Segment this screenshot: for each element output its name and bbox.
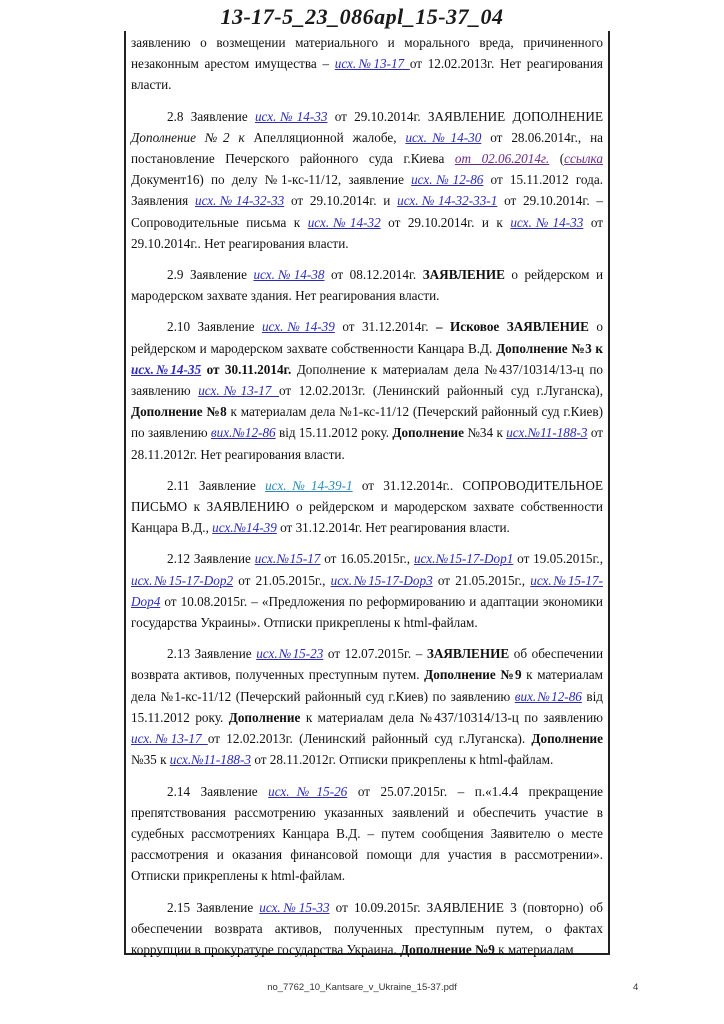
text-run: от 28.11.2012г. Отписки прикреплены к html-файлам.	[251, 752, 554, 768]
text-run: от 10.08.2015г. – «Предложения по реформированию и адаптации экономики государства Украины». Отписки прикреплены к html-файлам.	[131, 593, 603, 631]
document-body	[131, 31, 603, 970]
bold-run: Дополнение	[228, 709, 301, 725]
bold-run: Дополнение №9	[400, 941, 495, 957]
text-run: о рейдерском и мародерском захвате собственности Канцара В.Д.	[131, 319, 604, 356]
doc-link-reference[interactable]: ссылка	[564, 151, 603, 167]
doc-link-13-17-c[interactable]: исх.№13-17	[131, 731, 208, 747]
doc-link-14-30[interactable]: исх.№14-30	[405, 129, 482, 145]
doc-link-14-39-b[interactable]: исх.№14-39	[212, 520, 277, 536]
text-run: №35 к	[131, 752, 170, 768]
paragraph-continuation	[131, 32, 603, 96]
paragraph-2-8	[131, 106, 603, 254]
text-run: от 29.10.2014г. и к	[380, 214, 511, 230]
paragraph-2-15	[131, 897, 603, 961]
text-run: об обеспечении возврата активов, полученных преступным путем.	[131, 646, 603, 683]
text-run: о рейдерском и мародерском захвате здания. Нет реагирования власти.	[131, 267, 603, 304]
text-run: к материалам дела №1-кс-11/12 (Печерский районный суд г.Киев) по заявлению	[131, 404, 603, 441]
bold-run: ЗАЯВЛЕНИЕ	[426, 646, 510, 662]
text-run: Апелляционной жалобе,	[244, 129, 406, 145]
text-run: от 12.02.2013г. (Ленинский районный суд г.Луганска),	[279, 383, 603, 399]
text-run: от 16.05.2015г.,	[320, 551, 414, 567]
text-run: от 29.10.2014г. и	[284, 193, 398, 209]
text-run: 2.15 Заявление	[167, 899, 260, 915]
text-run: от 29.10.2014г. ЗАЯВЛЕНИЕ ДОПОЛНЕНИЕ	[327, 108, 603, 124]
bold-run: Дополнение	[392, 425, 464, 441]
footer-page-number: 4	[633, 982, 639, 993]
text-run: від 15.11.2012 року.	[131, 688, 604, 725]
text-run: от 31.12.2014г.. СОПРОВОДИТЕЛЬНОЕ ПИСЬМО к ЗАЯВЛЕНИЮ о рейдерском и мародерском захвате собственности Канцара В.Д.,	[131, 477, 604, 536]
doc-link-11-188-3-b[interactable]: исх.№11-188-3	[169, 752, 252, 768]
paragraph-2-13	[131, 643, 603, 770]
text-run: №34 к	[463, 425, 507, 441]
doc-link-date-02-06-2014[interactable]: от 02.06.2014г.	[454, 151, 550, 167]
text-run: (	[549, 151, 565, 167]
bold-run: Дополнение №8	[131, 404, 227, 420]
document-header-title: 13-17-5_23_086apl_15-37_04	[220, 4, 504, 29]
text-run: от 12.02.2013г. Нет реагирования власти.	[131, 56, 603, 93]
footer-filename: no_7762_10_Kantsare_v_Ukraine_15-37.pdf	[267, 982, 457, 993]
italic-run: Дополнение №2 к	[131, 129, 245, 145]
text-run: к материалам дела №437/10314/13-ц по заявлению	[300, 709, 603, 725]
bold-run: – Исковое ЗАЯВЛЕНИЕ	[435, 319, 589, 335]
text-run: от 19.05.2015г.,	[513, 551, 604, 567]
doc-link-vih-12-86-b[interactable]: вих.№12-86	[514, 688, 582, 704]
paragraph-2-9	[131, 264, 603, 306]
doc-link-14-32-33[interactable]: исх.№14-32-33	[194, 193, 285, 209]
doc-link-14-35[interactable]: исх.№14-35	[131, 361, 202, 377]
doc-link-14-33[interactable]: исх.№14-33	[254, 108, 328, 124]
text-run: к материалам	[494, 941, 574, 957]
bold-run: от 30.11.2014г.	[201, 361, 292, 377]
doc-link-14-32-33-1[interactable]: исх.№14-32-33-1	[397, 193, 498, 209]
doc-link-13-17-b[interactable]: исх.№13-17	[198, 383, 279, 399]
doc-link-12-86[interactable]: исх.№12-86	[411, 172, 484, 188]
text-run: Дополнение к материалам дела №437/10314/13-ц по заявлению	[131, 361, 603, 399]
doc-link-14-33-b[interactable]: исх.№14-33	[510, 214, 584, 230]
text-run: 2.11 Заявление	[167, 477, 266, 493]
text-run: 2.14 Заявление	[167, 783, 269, 799]
text-run: от 21.05.2015г.,	[432, 572, 531, 588]
doc-link-15-17-dop2[interactable]: исх.№15-17-Dop2	[131, 572, 234, 588]
paragraph-2-10	[131, 316, 603, 464]
doc-link-15-17-dop4[interactable]: исх.№15-17-Dop4	[131, 572, 603, 609]
doc-link-14-32[interactable]: исх.№14-32	[307, 214, 381, 230]
doc-link-15-17-dop3[interactable]: исх.№15-17-Dop3	[330, 572, 433, 588]
paragraph-2-12	[131, 548, 603, 633]
text-run: от 25.07.2015г. – п.«1.4.4 прекращение препятствования рассмотрению указанных заявлений и обеспечить участие в судебных рассмотрениях Канцара В.Д. – путем сообщения Заявителю о месте рассмотрения и оказания финансовой помощи для участия в рассмотрении». Отписки прикреплены к html-файлам.	[131, 783, 604, 884]
doc-link-15-17-dop1[interactable]: исх.№15-17-Dop1	[413, 551, 514, 567]
doc-link-15-23[interactable]: исх.№15-23	[256, 646, 324, 662]
doc-link-14-38[interactable]: исх.№14-38	[253, 267, 325, 283]
text-run: к материалам дела №1-кс-11/12 (Печерский районный суд г.Киев) по заявлению	[131, 667, 603, 704]
text-run: от 21.05.2015г.,	[233, 572, 331, 588]
text-run: 2.8 Заявление	[167, 108, 255, 124]
text-run: от 28.11.2012г. Нет реагирования власти.	[131, 425, 603, 462]
doc-link-15-26[interactable]: исх.№15-26	[268, 783, 348, 799]
text-run: от 10.09.2015г. ЗАЯВЛЕНИЕ 3 (повторно) об обеспечении возврата активов, полученных преступным путем, о фактах коррупции в прокуратуре государства Украина.	[131, 899, 603, 957]
text-run: от 08.12.2014г.	[324, 267, 423, 283]
text-run: 2.12 Заявление	[167, 551, 255, 567]
text-run: від 15.11.2012 року.	[275, 425, 393, 441]
text-run: от 31.12.2014г. Нет реагирования власти.	[276, 520, 510, 536]
doc-link-vih-12-86[interactable]: вих.№12-86	[210, 425, 276, 441]
doc-link-14-39[interactable]: исх.№14-39	[261, 319, 335, 335]
text-run: от 15.11.2012 года. Заявления	[131, 172, 603, 209]
doc-link-15-17[interactable]: исх.№15-17	[254, 551, 321, 567]
bold-run: Дополнение №9	[424, 667, 522, 683]
text-run: от 12.02.2013г. (Ленинский районный суд г.Луганска).	[207, 731, 532, 747]
text-run: 2.10 Заявление	[167, 319, 262, 335]
paragraph-2-14	[131, 781, 603, 887]
bold-run: ЗАЯВЛЕНИЕ	[422, 267, 505, 283]
bold-run: Дополнение №3 к	[496, 340, 604, 356]
paragraph-2-11	[131, 475, 603, 539]
doc-link-11-188-3[interactable]: исх.№11-188-3	[506, 425, 588, 441]
bold-run: Дополнение	[531, 731, 603, 747]
doc-link-15-33[interactable]: исх.№15-33	[259, 899, 330, 915]
text-run: от 29.10.2014г.. Нет реагирования власти.	[131, 214, 603, 251]
text-run: от 29.10.2014г. – Сопроводительные письма к	[131, 193, 603, 230]
text-run: от 12.07.2015г. –	[323, 646, 427, 662]
text-run: 2.13 Заявление	[167, 646, 257, 662]
text-run: от 31.12.2014г.	[334, 319, 436, 335]
text-run: Документ16) по делу №1-кс-11/12, заявление	[131, 172, 412, 188]
text-run: заявлению о возмещении материального и морального вреда, причиненного незаконным арестом имущества –	[131, 35, 603, 72]
text-run: 2.9 Заявление	[167, 267, 254, 283]
doc-link-13-17[interactable]: исх.№13-17	[334, 56, 410, 72]
doc-link-14-39-1[interactable]: исх.№14-39-1	[265, 477, 353, 493]
text-run: от 28.06.2014г., на постановление Печерского районного суда г.Киева	[131, 129, 604, 167]
